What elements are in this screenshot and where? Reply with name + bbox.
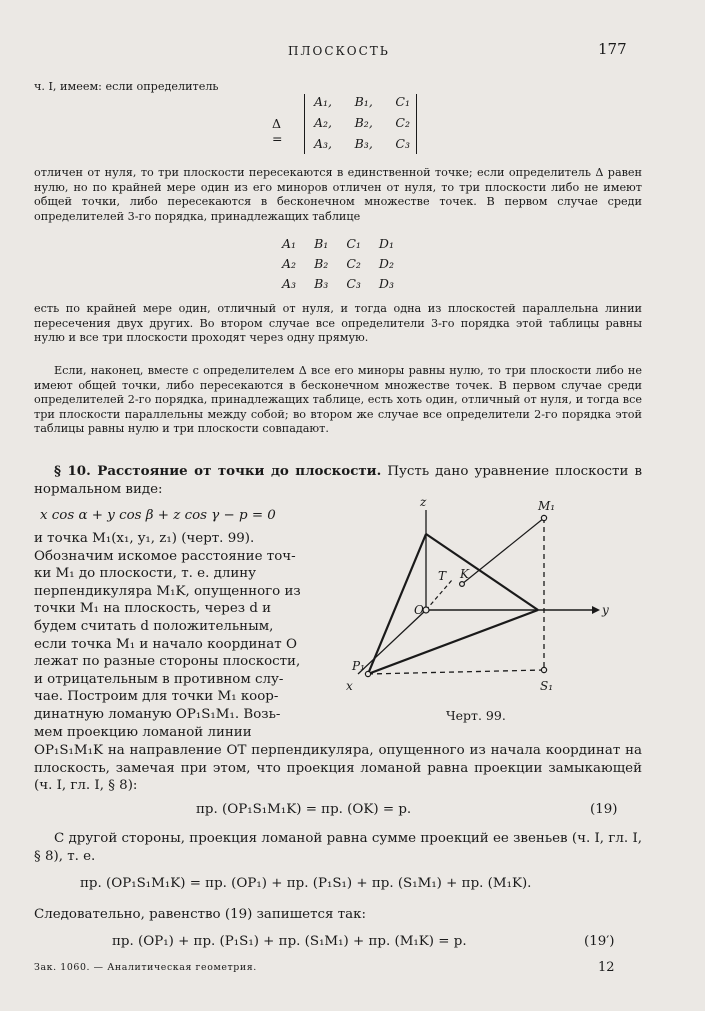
left-column-text: [34, 530, 330, 741]
determinant-row: [314, 94, 410, 109]
matrix-cell: B₂,: [354, 115, 373, 130]
determinant-right-bar: [416, 94, 417, 154]
label-m1: M₁: [538, 499, 556, 513]
table-cell: C₃: [346, 276, 361, 291]
text-line: если точка M₁ и начало координат O: [34, 636, 297, 652]
equation-sum: пр. (OP₁S₁M₁K) = пр. (OP₁) + пр. (P₁S₁) + пр. (S₁M₁) + пр. (M₁K).: [80, 876, 532, 891]
equation-19-prime: пр. (OP₁) + пр. (P₁S₁) + пр. (S₁M₁) + пр. (M₁K) = p.: [112, 934, 467, 949]
intro-line: ч. I, имеем: если определитель: [34, 80, 219, 93]
page-number: 177: [598, 40, 627, 58]
table-cell: C₁: [346, 236, 361, 251]
table-cell: A₁: [282, 236, 297, 251]
paragraph-therefore: Следовательно, равенство (19) запишется так:: [34, 907, 366, 922]
ot-perpendicular: [426, 580, 452, 610]
text-line: Обозначим искомое расстояние точ-: [34, 548, 296, 564]
text-line: перпендикуляра M₁K, опущенного из: [34, 583, 301, 599]
footer-print-order: Зак. 1060. — Аналитическая геометрия.: [34, 962, 257, 973]
matrix-cell: C₂: [395, 115, 410, 130]
label-t: T: [438, 569, 447, 583]
table-row: [282, 236, 394, 256]
text-line: и точка M₁(x₁, y₁, z₁) (черт. 99).: [34, 531, 255, 546]
equation-19-number: (19): [590, 802, 618, 817]
paragraph-second-case: есть по крайней мере один, отличный от нуля, и тогда одна из плоскостей параллельна линии пересечения двух других. Во втором случае все определители 3-го порядка этой таблицы равны нулю и все три плоскости проходят через одну прямую.: [34, 302, 642, 345]
text-line: и отрицательным в противном слу-: [34, 671, 284, 687]
table-cell: C₂: [346, 256, 361, 271]
section-lead: Пусть дано уравнение плоскости в нормальном виде:: [34, 464, 643, 497]
text-line: ки M₁ до плоскости, т. е. длину: [34, 566, 257, 582]
text-line: точки M₁ на плоскость, через d и: [34, 601, 272, 617]
k-point: [460, 582, 465, 587]
table-cell: B₁: [314, 236, 329, 251]
matrix-cell: C₁: [395, 94, 410, 109]
equation-19: пр. (OP₁S₁M₁K) = пр. (OK) = p.: [196, 802, 412, 817]
table-cell: B₂: [314, 256, 329, 271]
m1-point: [541, 515, 546, 520]
label-z: z: [420, 495, 427, 509]
paragraph-all-minors-zero: Если, наконец, вместе с определителем Δ все его миноры равны нулю, то три плоскости либо не имеют общей точки, либо пересекаются в бесконечном множестве точек. В первом случае среди определителей 2-го порядка, принадлежащих таблице, есть хоть один, отличный от нуля, и тогда все три плоскости параллельны между собой; во втором же случае все определители 2-го порядка этой таблицы равны нулю и три плоскости совпадают.: [34, 364, 642, 436]
table-cell: A₃: [282, 276, 297, 291]
label-s1: S₁: [540, 679, 554, 693]
label-x: x: [346, 679, 353, 693]
y-arrow-icon: [592, 606, 600, 614]
matrix-cell: B₁,: [354, 94, 373, 109]
paragraph-projection: OP₁S₁M₁K на направление OT перпендикуляра, опущенного из начала координат на плоскость, замечая при этом, что проекция ломаной равна проекции замыкающей (ч. I, гл. I, § 8):: [34, 743, 642, 794]
table-cell: D₁: [378, 236, 394, 251]
plane-edge: [368, 610, 538, 674]
table-row: [282, 256, 394, 276]
label-k: K: [460, 567, 469, 581]
table-row: [282, 276, 394, 296]
section-heading-paragraph: [34, 463, 642, 498]
label-o: O: [414, 603, 424, 617]
table-cell: A₂: [282, 256, 297, 271]
figure-caption: Черт. 99.: [446, 708, 506, 723]
s1-point: [541, 667, 546, 672]
p1-point: [365, 671, 370, 676]
determinant-row: [314, 115, 410, 130]
determinant-row: [314, 136, 410, 151]
text-line: чае. Построим для точки M₁ коор-: [34, 689, 279, 705]
matrix-cell: C₃: [395, 136, 410, 151]
paragraph-determinant-cases: отличен от нуля, то три плоскости пересекаются в единственной точке; если определитель Δ равен нулю, но по крайней мере один из его миноров отличен от нуля, то три плоскости либо не имеют общей точки, либо пересекаются в бесконечном множестве точек. В первом случае среди определителей 3-го порядка, принадлежащих таблице: [34, 166, 642, 223]
matrix-cell: A₁,: [314, 94, 333, 109]
origin-point: [423, 607, 429, 613]
delta-symbol: Δ =: [272, 116, 283, 146]
text-line: будем считать d положительным,: [34, 618, 274, 634]
matrix-cell: A₂,: [314, 115, 333, 130]
table-cell: B₃: [314, 276, 329, 291]
label-y: y: [602, 603, 609, 617]
equation-19-prime-number: (19′): [584, 934, 615, 949]
table-cell: D₂: [378, 256, 394, 271]
coefficient-table: [282, 236, 394, 296]
normal-equation: x cos α + y cos β + z cos γ − p = 0: [40, 508, 276, 523]
paragraph-sum-of-projections: С другой стороны, проекция ломаной равна сумме проекций ее звеньев (ч. I, гл. I, § 8), т. е.: [34, 831, 642, 864]
label-p1: P₁: [352, 659, 365, 673]
footer-signature: 12: [598, 960, 615, 975]
determinant-left-bar: [304, 94, 305, 154]
table-cell: D₃: [378, 276, 394, 291]
text-line: лежат по разные стороны плоскости,: [34, 654, 301, 670]
running-title: ПЛОСКОСТЬ: [288, 44, 390, 58]
matrix-cell: B₃,: [354, 136, 373, 151]
figure-99: [334, 494, 634, 704]
section-title: § 10. Расстояние от точки до плоскости.: [54, 463, 382, 479]
text-line: динатную ломаную OP₁S₁M₁. Возь-: [34, 706, 281, 722]
m1k-perpendicular: [462, 518, 544, 584]
matrix-cell: A₃,: [314, 136, 333, 151]
p1s1-segment: [368, 670, 544, 674]
text-line: мем проекцию ломаной линии: [34, 724, 252, 740]
